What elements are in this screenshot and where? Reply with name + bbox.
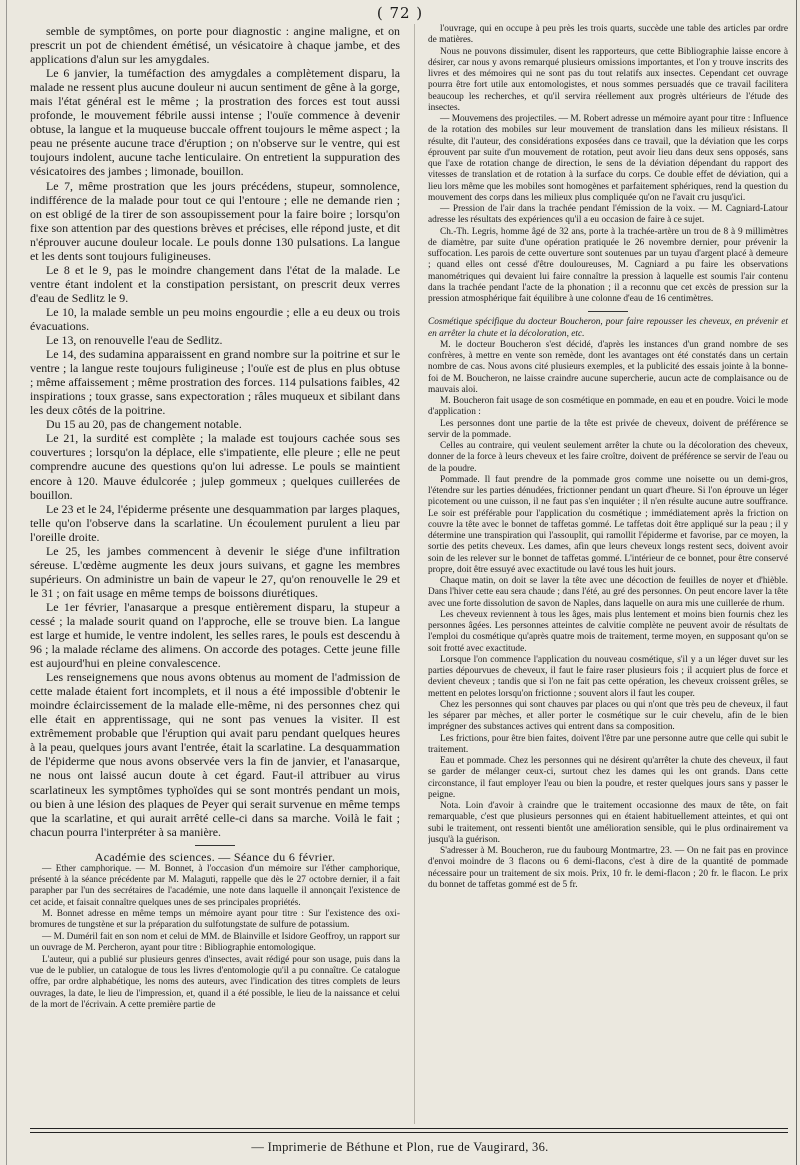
right-margin-line [796, 0, 797, 1165]
section-separator [195, 845, 235, 846]
cosmetic-paragraph: Chez les personnes qui sont chauves par places ou qui n'ont que très peu de cheveux, il faut les séparer par mèches, et aller porter le cosmétique sur le cuir chevelu, afin de le bien imprégner des substances actives qui entrent dans sa composition. [428, 699, 788, 733]
academy-heading: Académie des sciences. — Séance du 6 février. [94, 849, 336, 864]
academy-section [30, 864, 400, 1011]
right-column [428, 24, 788, 1126]
right-paragraph: Nous ne pouvons dissimuler, disent les rapporteurs, que cette Bibliographie laisse encore à désirer, car nous y avons remarqué plusieurs omissions importantes, et l'on y trouve inscrits des livres et des mémoires qui ne sont pas du tout relatifs aux insectes. Cependant cet ouvrage pourra être fort utile aux entomologistes, et nous sommes persuadés que ce travail facilitera beaucoup les recherches, et qu'il servira réellement aux progrès ultérieurs de l'étude des insectes. [428, 46, 788, 113]
cosmetic-heading: Cosmétique spécifique du docteur Boucheron, pour faire repousser les cheveux, en prévenir et en arrêter la chute et la décoloration, etc. [428, 317, 788, 339]
cosmetic-paragraph: Lorsque l'on commence l'application du nouveau cosmétique, s'il y a un léger duvet sur les parties dépourvues de cheveux, il faut le faire raser plusieurs fois ; il acquiert plus de force et devient cheveux ; tandis que si l'on ne fait pas cette opération, les cheveux croissent grêles, se mettent en pelotes lorsqu'on frictionne ; souvent alors il faut les couper. [428, 654, 788, 699]
cosmetic-paragraph: Nota. Loin d'avoir à craindre que le traitement occasionne des maux de tête, on fait remarquable, c'est que plusieurs personnes qui en étaient habituellement atteintes, et qui ont subi le traitement, ont ressenti bientôt une amélioration sensible, qui le plus ordinairement va jusqu'à la guérison. [428, 801, 788, 845]
academy-paragraph: L'auteur, qui a publié sur plusieurs genres d'insectes, avait rédigé pour son usage, puis dans la vue de le publier, un catalogue de tous les livres d'entomologie qu'il a pu connaître. Ce catalogue offre, par ordre alphabétique, les noms des auteurs, avec l'indication des titres complets de leurs ouvrages, la date, le lieu de l'impression, et, quand il a été possible, le lieu de la naissance et celui de la mort de l'écrivain. A cette première partie de [30, 954, 400, 1010]
cosmetic-paragraph: Eau et pommade. Chez les personnes qui ne désirent qu'arrêter la chute des cheveux, il faut se garder de mélanger ceux-ci, surtout chez les dames qui les ont grands. Dans cette circonstance, il faut employer l'eau ou bien la poudre, et rester quelques jours sans y passer le peigne. [428, 756, 788, 800]
left-column [30, 24, 400, 1126]
left-paragraph: Le 7, même prostration que les jours précédens, stupeur, somnolence, indifférence de la malade pour tout ce qui l'entoure ; elle ne demande rien ; on est obligé de la tirer de son assoupissement pour la faire boire ; lorsqu'on fixe son attention par des questions brèves et précises, elle répond juste, et dit n'éprouver aucune douleur locale. Le pouls donne 130 pulsations. La langue et les dents sont toujours fuligineuses. [30, 178, 400, 263]
left-paragraph: semble de symptômes, on porte pour diagnostic : angine maligne, et on prescrit un pot de chiendent émétisé, un vésicatoire à chaque jambe, et des applications d'alun sur les amygdales. [30, 24, 400, 67]
cosmetic-paragraph: Pommade. Il faut prendre de la pommade gros comme une noisette ou un demi-gros, l'étendre sur les parties dénudées, frictionner pendant un quart d'heure. Si l'on éprouve un léger picotement ou une cuisson, il ne faut pas s'en inquiéter ; il n'en résulte aucune autre souffrance. Le soir est préférable pour l'application du cosmétique ; immédiatement après la friction on couvre la tête avec le bonnet de taffetas gommé. Le taffetas doit être appliqué sur la peau ; il y détermine une transpiration qui l'assouplit, qui ramollit l'épiderme et favorise, par ce moyen, la sortie des petits cheveux. Les dames, afin que leurs cheveux longs restent secs, doivent avoir soin de les relever sur le bonnet de taffetas gommé. L'intérieur de ce bonnet, pour être conservé propre, doit être essuyé avec exactitude ou lavé tous les huit jours. [428, 474, 788, 575]
section-separator [588, 311, 628, 312]
column-divider [414, 24, 415, 1124]
right-paragraph: — Mouvemens des projectiles. — M. Robert adresse un mémoire ayant pour titre : Influence de la rotation des mobiles sur leur mouvement de translation dans les milieux résistans. Il résulte, dit l'auteur, des considérations exposées dans ce travail, que la déviation que les corps éprouvent par suite d'un mouvement de rotation, peut avoir lieu dans deux sens opposés, sans que l'axe de rotation change de direction, le sens de la déviation dépendant du rapport des vitesses de translation et de rotation à la surface du corps. Ce double effet de déviation, qui a lieu lors même que les mobiles sont homogènes et parfaitement sphériques, rend la question du mouvement des corps dans les milieux plus compliquée qu'on ne l'avait cru jusqu'ici. [428, 114, 788, 203]
footer-rule [30, 1128, 788, 1133]
left-margin-line [6, 0, 7, 1165]
left-paragraph: Le 8 et le 9, pas le moindre changement dans l'état de la malade. Le ventre étant indolent et la constipation persistant, on prescrit deux verres d'eau de Sedlitz le 9. [30, 262, 400, 305]
left-paragraph: Le 23 et le 24, l'épiderme présente une desquammation par larges plaques, telle qu'on l'observe dans la scarlatine. Un écoulement purulent a lieu par l'oreille droite. [30, 501, 400, 544]
cosmetic-paragraph: Chaque matin, on doit se laver la tête avec une décoction de feuilles de noyer et d'hièble. Dans l'hiver cette eau sera chaude ; dans l'été, au gré des personnes. On peut encore laver la tête avec une forte dissolution de savon de Naples, dans laquelle on aura mis une cuillerée de rhum. [428, 576, 788, 609]
cosmetic-paragraph: Les frictions, pour être bien faites, doivent l'être par une personne autre que celle qui subit le traitement. [428, 733, 788, 755]
left-paragraph: Le 14, des sudamina apparaissent en grand nombre sur la poitrine et sur le ventre ; la langue reste toujours fuligineuse ; l'ouïe est de plus en plus obtuse ; même affaissement ; même prostration des forces. 114 pulsations faibles, 42 inspirations ; toux grasse, sans expectoration ; râles muqueux et sibilant dans les deux côtés de la poitrine. [30, 347, 400, 418]
left-paragraph: Le 6 janvier, la tuméfaction des amygdales a complètement disparu, la malade ne ressent plus aucune douleur ni aucun sentiment de gêne à la gorge, mais l'état général est le même ; la prostration des forces est tout aussi profonde, le mouvement fébrile aussi intense ; l'ouïe commence à devenir obtuse, la langue et la muqueuse buccale offrent toujours le même aspect ; la peau ne présente aucune trace d'éruption ; on n'observe sur le ventre, qui est toujours indolent, aucune tache lenticulaire. On entretient la suppuration des vésicatoires des jambes ; limonade, bouillon. [30, 66, 400, 179]
academy-paragraph: — Ether camphorique. — M. Bonnet, à l'occasion d'un mémoire sur l'éther camphorique, présenté à la séance précédente par M. Malaguti, rappelle que dès le 27 octobre dernier, il a fait parapher par l'un des secrétaires de l'académie, une note dans laquelle il annonçait l'existence de cet acide, et faisait connaître quelques unes de ses principales propriétés. [30, 863, 400, 908]
left-paragraph: Les renseignemens que nous avons obtenus au moment de l'admission de cette malade étaient fort incomplets, et il nous a été impossible d'obtenir le moindre éclaircissement de la malade elle-même, ni des personnes chez qui elle était en apprentissage, qui ne sont pas venues la visiter. Il est extrêmement probable que l'éruption qui avait paru pendant quelques heures à la peau, quelques jours avant l'entrée, était la scarlatine. La desquammation de l'épiderme que nous avons observée vers la fin de janvier, et l'anasarque, ne nous ont laissé aucun doute à cet égard. Faut-il attribuer au virus scarlatineux les symptômes typhoïdes qui se sont montrés pendant un mois, ou bien à une lésion des plaques de Peyer qui serait survenue en même temps que la scarlatine, et qui aurait arrêté celle-ci dans sa marche. Voilà le fait ; chacun pourra l'interpréter à sa manière. [30, 670, 400, 839]
left-paragraph: Le 25, les jambes commencent à devenir le siége d'une infiltration séreuse. L'œdème augmente les deux jours suivans, et gagne les membres supérieurs. On administre un bain de vapeur le 27, qu'on renouvelle le 29 et le 31 ; on fait usage en même temps de boissons diurétiques. [30, 543, 400, 600]
cosmetic-paragraph: S'adresser à M. Boucheron, rue du faubourg Montmartre, 23. — On ne fait pas en province d'envoi moindre de 3 flacons ou 6 demi-flacons, c'est à dire de la quantité de pommade nécessaire pour un traitement de six mois. Prix, 10 fr. le demi-flacon ; 20 fr. le flacon. Le prix du bonnet de taffetas gommé est de 5 fr. [428, 846, 788, 890]
printer-imprint: — Imprimerie de Béthune et Plon, rue de Vaugirard, 36. [251, 1140, 549, 1154]
left-paragraph: Le 1er février, l'anasarque a presque entièrement disparu, la stupeur a cessé ; la malade sourit quand on l'approche, elle se trouve bien. La langue est large et humide, le ventre indolent, les selles rares, le pouls est descendu à 96 ; la malade réclame des alimens. On accorde des potages. Cette jeune fille est aujourd'hui en pleine convalescence. [30, 599, 400, 671]
right-paragraph: — Pression de l'air dans la trachée pendant l'émission de la voix. — M. Cagniard-Latour adresse les résultats des expériences qu'il a eu occasion de faire à ce sujet. [428, 204, 788, 226]
left-paragraph: Le 21, la surdité est complète ; la malade est toujours cachée sous ses couvertures ; lorsqu'on la déplace, elle s'impatiente, elle pleure ; elle ne peut comprendre aucune des questions qu'on lui adresse. Le pouls se maintient encore à 120. Mauve édulcorée ; julep gommeux ; quelques cuillerées de bouillon. [30, 431, 400, 502]
cosmetic-paragraph: Les personnes dont une partie de la tête est privée de cheveux, doivent de préférence se servir de la pommade. [428, 418, 788, 440]
left-paragraph: Du 15 au 20, pas de changement notable. [46, 417, 242, 432]
left-paragraph: Le 13, on renouvelle l'eau de Sedlitz. [46, 333, 223, 348]
academy-paragraph: M. Bonnet adresse en même temps un mémoire ayant pour titre : Sur l'existence des oxi-bromures de tungstène et sur la préparation du sulfotungstate de sulfure de potassium. [30, 909, 400, 931]
right-paragraph: Ch.-Th. Legris, homme âgé de 32 ans, porte à la trachée-artère un trou de 8 à 9 millimètres de diamètre, par suite d'une opération pratiquée le 26 novembre dernier, pour prévenir la suffocation. Les parois de cette ouverture sont soutenues par un tuyau d'argent placé à demeure ; quand elles ont cessé d'être douloureuses, M. Cagniard a pu faire les observations manométriques qui devaient lui faire connaître la pression à laquelle est soumis l'air contenu dans la trachée pendant l'acte de la phonation ; il a reconnu que cet excès de pression sur la pression atmosphérique fait équilibre à une colonne d'eau de 16 centimètres. [428, 226, 788, 304]
cosmetic-paragraph: Celles au contraire, qui veulent seulement arrêter la chute ou la décoloration des cheveux, donner de la force à leurs cheveux et les faire croître, doivent de préférence se servir de l'eau ou de la poudre. [428, 441, 788, 474]
page-number: ( 72 ) [376, 4, 424, 22]
left-paragraph: Le 10, la malade semble un peu moins engourdie ; elle a eu deux ou trois évacuations. [30, 304, 400, 333]
cosmetic-paragraph: M. Boucheron fait usage de son cosmétique en pommade, en eau et en poudre. Voici le mode d'application : [428, 396, 788, 418]
cosmetic-paragraph: M. le docteur Boucheron s'est décidé, d'après les instances d'un grand nombre de ses confrères, à mettre en vente son remède, dont les avantages ont été constatés dans un certain nombre de cas. Nous avons cité plusieurs exemples, et la publicité des essais jointe à la bonne-foi de M. Boucheron, ne laisse craindre aucune supercherie, aucun acte de complaisance ou de mauvais aloi. [428, 339, 788, 395]
right-paragraph: l'ouvrage, qui en occupe à peu près les trois quarts, succède une table des articles par ordre de matières. [428, 24, 788, 46]
academy-paragraph: — M. Duméril fait en son nom et celui de MM. de Blainville et Isidore Geoffroy, un rapport sur un ouvrage de M. Percheron, ayant pour titre : Bibliographie entomologique. [30, 931, 400, 954]
cosmetic-paragraph: Les cheveux reviennent à tous les âges, mais plus lentement et moins bien fournis chez les personnes âgées. Les personnes atteintes de calvitie complète ne peuvent avoir de résultats de l'emploi du cosmétique qu'après quatre mois de traitement, terme moyen, en supposant qu'on se soit frotté avec exactitude. [428, 609, 788, 654]
